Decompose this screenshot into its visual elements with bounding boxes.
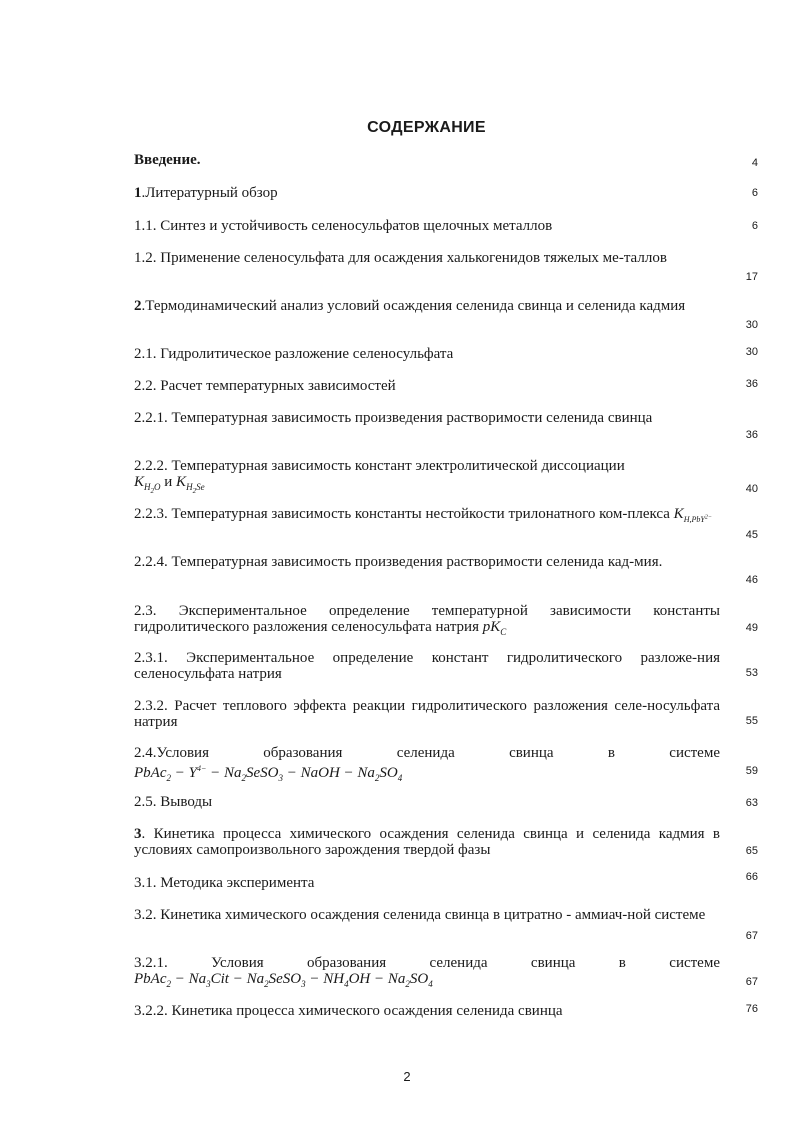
toc-page-number: 67 — [745, 930, 758, 942]
toc-page-number: 53 — [745, 667, 758, 679]
toc-page-number: 6 — [751, 220, 758, 232]
toc-page-number: 17 — [745, 271, 758, 283]
chapter-number: 2 — [134, 298, 142, 314]
toc-entry-2-3[interactable] — [134, 603, 720, 640]
toc-entry-text: .Термодинамический анализ условий осаждения селенида свинца и селенида кадмия — [141, 298, 686, 314]
toc-entry-2-2-2[interactable] — [134, 458, 720, 499]
toc-entry-chapter-2[interactable] — [134, 298, 720, 314]
toc-entry-chapter-1[interactable] — [134, 185, 720, 201]
toc-entry-2-3-1[interactable] — [134, 650, 720, 682]
toc-entry-text: 2.2.3. Температурная зависимость константы нестойкости трилонатного ком-плекса — [134, 506, 670, 522]
toc-entry-text: 3.1. Методика эксперимента — [134, 875, 315, 891]
toc-page-number: 40 — [745, 483, 758, 495]
toc-entry-2-2-4[interactable] — [134, 554, 720, 570]
toc-page-number: 67 — [745, 976, 758, 988]
toc-entry-text: 1.2. Применение селеносульфата для осаждения халькогенидов тяжелых ме-таллов — [134, 250, 667, 266]
chapter-number: 3 — [134, 826, 142, 842]
toc-page-number: 6 — [751, 187, 758, 199]
toc-entry-text: Введение. — [134, 152, 201, 168]
toc-entry-text: 2.2. Расчет температурных зависимостей — [134, 378, 396, 394]
toc-entry-text: 2.1. Гидролитическое разложение селеносульфата — [134, 346, 454, 362]
toc-page-number: 63 — [745, 797, 758, 809]
formula: PbAc$_2$ − $Y^{4-}$ − $Na_2SeSO_3$ − NaOH − $Na_2SO_4$ — [134, 764, 403, 783]
toc-entry-text: 1.1. Синтез и устойчивость селеносульфатов щелочных металлов — [134, 218, 553, 234]
toc-entry-1-2[interactable] — [134, 250, 720, 266]
toc-entry-text: 2.2.1. Температурная зависимость произведения растворимости селенида свинца — [134, 410, 653, 426]
toc-entry-text: 3.2.1. Условия образования селенида свинца в системе — [134, 955, 720, 971]
toc-entry-text: 2.3.2. Расчет теплового эффекта реакции гидролитического разложения селе-носульфата натрия — [134, 698, 720, 730]
toc-page-number: 65 — [745, 845, 758, 857]
toc-entry-2-5[interactable] — [134, 794, 720, 810]
toc-entry-chapter-3[interactable] — [134, 826, 720, 858]
toc-entry-2-1[interactable] — [134, 346, 720, 362]
formula: PbAc$_2$ − $Na_3Cit$ − $Na_2SeSO_3 - NH_4OH - Na_2SO_4$ — [134, 971, 433, 989]
toc-page-number: 30 — [745, 346, 758, 358]
toc-page-number: 36 — [745, 429, 758, 441]
formula: $pK_C$ — [482, 619, 507, 637]
toc-entry-text: 3.2. Кинетика химического осаждения селенида свинца в цитратно - аммиач-ной системе — [134, 907, 706, 923]
toc-page-number: 45 — [745, 529, 758, 541]
toc-page-number: 66 — [745, 871, 758, 883]
toc-page-number: 59 — [745, 765, 758, 777]
toc-entry-2-2-1[interactable] — [134, 410, 720, 426]
toc-entry-text: 2.3.1. Экспериментальное определение констант гидролитического разложе-ния селеносульфата натрия — [134, 650, 720, 682]
toc-page-number: 55 — [745, 715, 758, 727]
page-title: СОДЕРЖАНИЕ — [367, 119, 486, 136]
toc-entry-3-1[interactable] — [134, 875, 720, 891]
toc-entry-text: 2.5. Выводы — [134, 794, 213, 810]
page-number: 2 — [403, 1069, 411, 1084]
formula: $K_{H_2O}$ и $K_{H_2Se}$ — [134, 474, 205, 495]
toc-page-number: 49 — [745, 622, 758, 634]
toc-entry-text: 3.2.2. Кинетика процесса химического осаждения селенида свинца — [134, 1003, 563, 1019]
toc-entry-1-1[interactable] — [134, 218, 720, 234]
toc-entry-text: 2.2.2. Температурная зависимость констант электролитической диссоциации — [134, 458, 625, 474]
toc-entry-text: .Литературный обзор — [141, 185, 278, 201]
toc-entry-3-2[interactable] — [134, 907, 720, 923]
toc-entry-2-3-2[interactable] — [134, 698, 720, 730]
toc-entry-text: 2.3. Экспериментальное определение температурной зависимости константы гидролитического разложения селеносульфата натрия — [134, 603, 720, 635]
toc-entry-2-2-3[interactable] — [134, 506, 720, 528]
toc-entry-text: 2.2.4. Температурная зависимость произведения растворимости селенида кад-мия. — [134, 554, 663, 570]
toc-entry-3-2-1[interactable] — [134, 955, 720, 992]
chapter-number: 1 — [134, 185, 142, 201]
toc-page-number: 30 — [745, 319, 758, 331]
toc-page-number: 76 — [745, 1003, 758, 1015]
toc-page-number: 46 — [745, 574, 758, 586]
toc-entry-2-2[interactable] — [134, 378, 720, 394]
toc-entry-introduction[interactable] — [134, 152, 720, 168]
toc-entry-text: . Кинетика процесса химического осаждения селенида свинца и селенида кадмия в условиях самопроизвольного зарождения твердой фазы — [134, 826, 720, 858]
toc-page-number: 4 — [751, 157, 758, 169]
toc-entry-text: 2.4.Условия образования селенида свинца в системе — [134, 745, 720, 761]
toc-page-number: 36 — [745, 378, 758, 390]
formula: $K_{H,PbY^{2-}}$ — [673, 506, 712, 524]
toc-entry-2-4[interactable] — [134, 745, 720, 786]
toc-entry-3-2-2[interactable] — [134, 1003, 720, 1019]
